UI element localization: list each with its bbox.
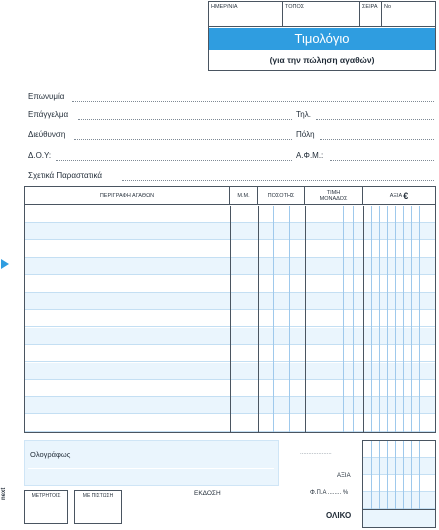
amount-in-words-box[interactable] xyxy=(24,440,279,486)
name-label: Επωνυμία xyxy=(28,92,65,101)
totals-subdivider xyxy=(371,441,372,509)
series-cell[interactable] xyxy=(360,2,382,26)
city-label: Πόλη xyxy=(296,130,315,139)
vat-total-label xyxy=(310,490,348,496)
number-label: Νο xyxy=(384,4,392,10)
column-divider xyxy=(258,206,259,432)
quantity-header-text: ΠΟΣΟΤΗΣ xyxy=(267,193,295,199)
totals-subdivider xyxy=(419,441,420,509)
vat-total-percent: % xyxy=(342,490,349,496)
column-subdivider xyxy=(387,206,388,432)
description-header-text: ΠΕΡΙΓΡΑΦΗ ΑΓΑΘΩΝ xyxy=(99,193,155,199)
column-subdivider xyxy=(411,206,412,432)
invoice-title: Τιμολόγιο xyxy=(209,28,435,50)
unit-price-header-line1: ΤΙΜΗ xyxy=(326,190,341,196)
column-subdivider xyxy=(379,206,380,432)
column-subdivider xyxy=(403,206,404,432)
grand-total-box[interactable] xyxy=(362,510,436,528)
value-header-text: ΑΞΙΑ xyxy=(389,193,403,199)
column-divider xyxy=(305,206,306,432)
totals-subdivider xyxy=(379,441,380,509)
tax-office-label: Δ.Ο.Υ: xyxy=(28,151,52,160)
amount-in-words-label: Ολογράφως xyxy=(30,450,71,459)
vat-number-label: Α.Φ.Μ.: xyxy=(296,151,324,160)
totals-row[interactable] xyxy=(363,475,435,492)
column-divider xyxy=(363,206,364,432)
date-cell[interactable] xyxy=(209,2,283,26)
column-subdivider xyxy=(371,206,372,432)
items-table-header xyxy=(25,187,435,205)
quantity-header xyxy=(258,187,305,205)
value-total-label: ΑΞΙΑ xyxy=(337,473,351,479)
items-table xyxy=(24,186,436,433)
place-label: ΤΟΠΟΣ xyxy=(285,4,305,10)
vat-total-dots: ........ xyxy=(327,490,342,496)
unit-header-text: Μ.Μ. xyxy=(237,193,250,199)
totals-subdivider xyxy=(387,441,388,509)
unit-price-header xyxy=(305,187,363,205)
phone-label: Τηλ. xyxy=(296,110,311,119)
totals-subdivider xyxy=(395,441,396,509)
occupation-label: Επάγγελμα xyxy=(28,110,69,119)
totals-row[interactable] xyxy=(363,492,435,509)
value-header xyxy=(363,187,435,205)
items-table-body xyxy=(25,206,435,432)
credit-label: ΜΕ ΠΙΣΤΩΣΗ xyxy=(82,493,114,499)
city-line[interactable] xyxy=(320,139,434,140)
series-label: ΣΕΙΡΑ xyxy=(362,4,378,10)
phone-line[interactable] xyxy=(316,119,434,120)
cash-label: ΜΕΤΡΗΤΟΙΣ xyxy=(31,493,61,499)
related-docs-label: Σχετικά Παραστατικά xyxy=(28,171,103,180)
column-subdivider xyxy=(353,206,354,432)
cash-box[interactable] xyxy=(24,490,68,524)
address-line[interactable] xyxy=(74,139,292,140)
header-info-row xyxy=(209,2,435,27)
totals-row[interactable] xyxy=(363,441,435,458)
euro-icon: € xyxy=(403,191,409,201)
invoice-subtitle: (για την πώληση αγαθών) xyxy=(269,55,375,65)
vat-total-name: Φ.Π.Α xyxy=(310,490,327,496)
date-label: ΗΜΕΡ/ΝΙΑ xyxy=(211,4,238,10)
name-line[interactable] xyxy=(72,101,434,102)
totals-subdivider xyxy=(403,441,404,509)
column-subdivider xyxy=(289,206,290,432)
issuance-label: ΕΚΔΟΣΗ xyxy=(194,490,221,497)
column-subdivider xyxy=(343,206,344,432)
vat-number-line[interactable] xyxy=(330,160,434,161)
column-subdivider xyxy=(273,206,274,432)
address-label: Διεύθυνση xyxy=(28,130,66,139)
credit-box[interactable] xyxy=(74,490,122,524)
totals-box[interactable] xyxy=(362,440,436,510)
column-subdivider xyxy=(419,206,420,432)
place-cell[interactable] xyxy=(283,2,360,26)
description-header xyxy=(25,187,230,205)
unit-header xyxy=(230,187,258,205)
number-cell[interactable] xyxy=(382,2,435,26)
column-divider xyxy=(230,206,231,432)
tax-office-line[interactable] xyxy=(56,160,292,161)
brand-logo: next xyxy=(1,487,7,500)
totals-subdivider xyxy=(411,441,412,509)
amount-in-words-line xyxy=(28,468,274,469)
totals-row[interactable] xyxy=(363,458,435,475)
column-subdivider xyxy=(395,206,396,432)
unit-price-header-line2: ΜΟΝΑΔΟΣ xyxy=(319,196,348,202)
occupation-line[interactable] xyxy=(78,119,292,120)
grand-total-label: ΟΛΙΚΟ xyxy=(326,511,352,520)
invoice-header-box xyxy=(208,1,436,71)
triangle-marker-icon xyxy=(1,259,9,269)
dotted-separator: ................... xyxy=(300,450,332,456)
related-docs-line[interactable] xyxy=(122,180,434,181)
